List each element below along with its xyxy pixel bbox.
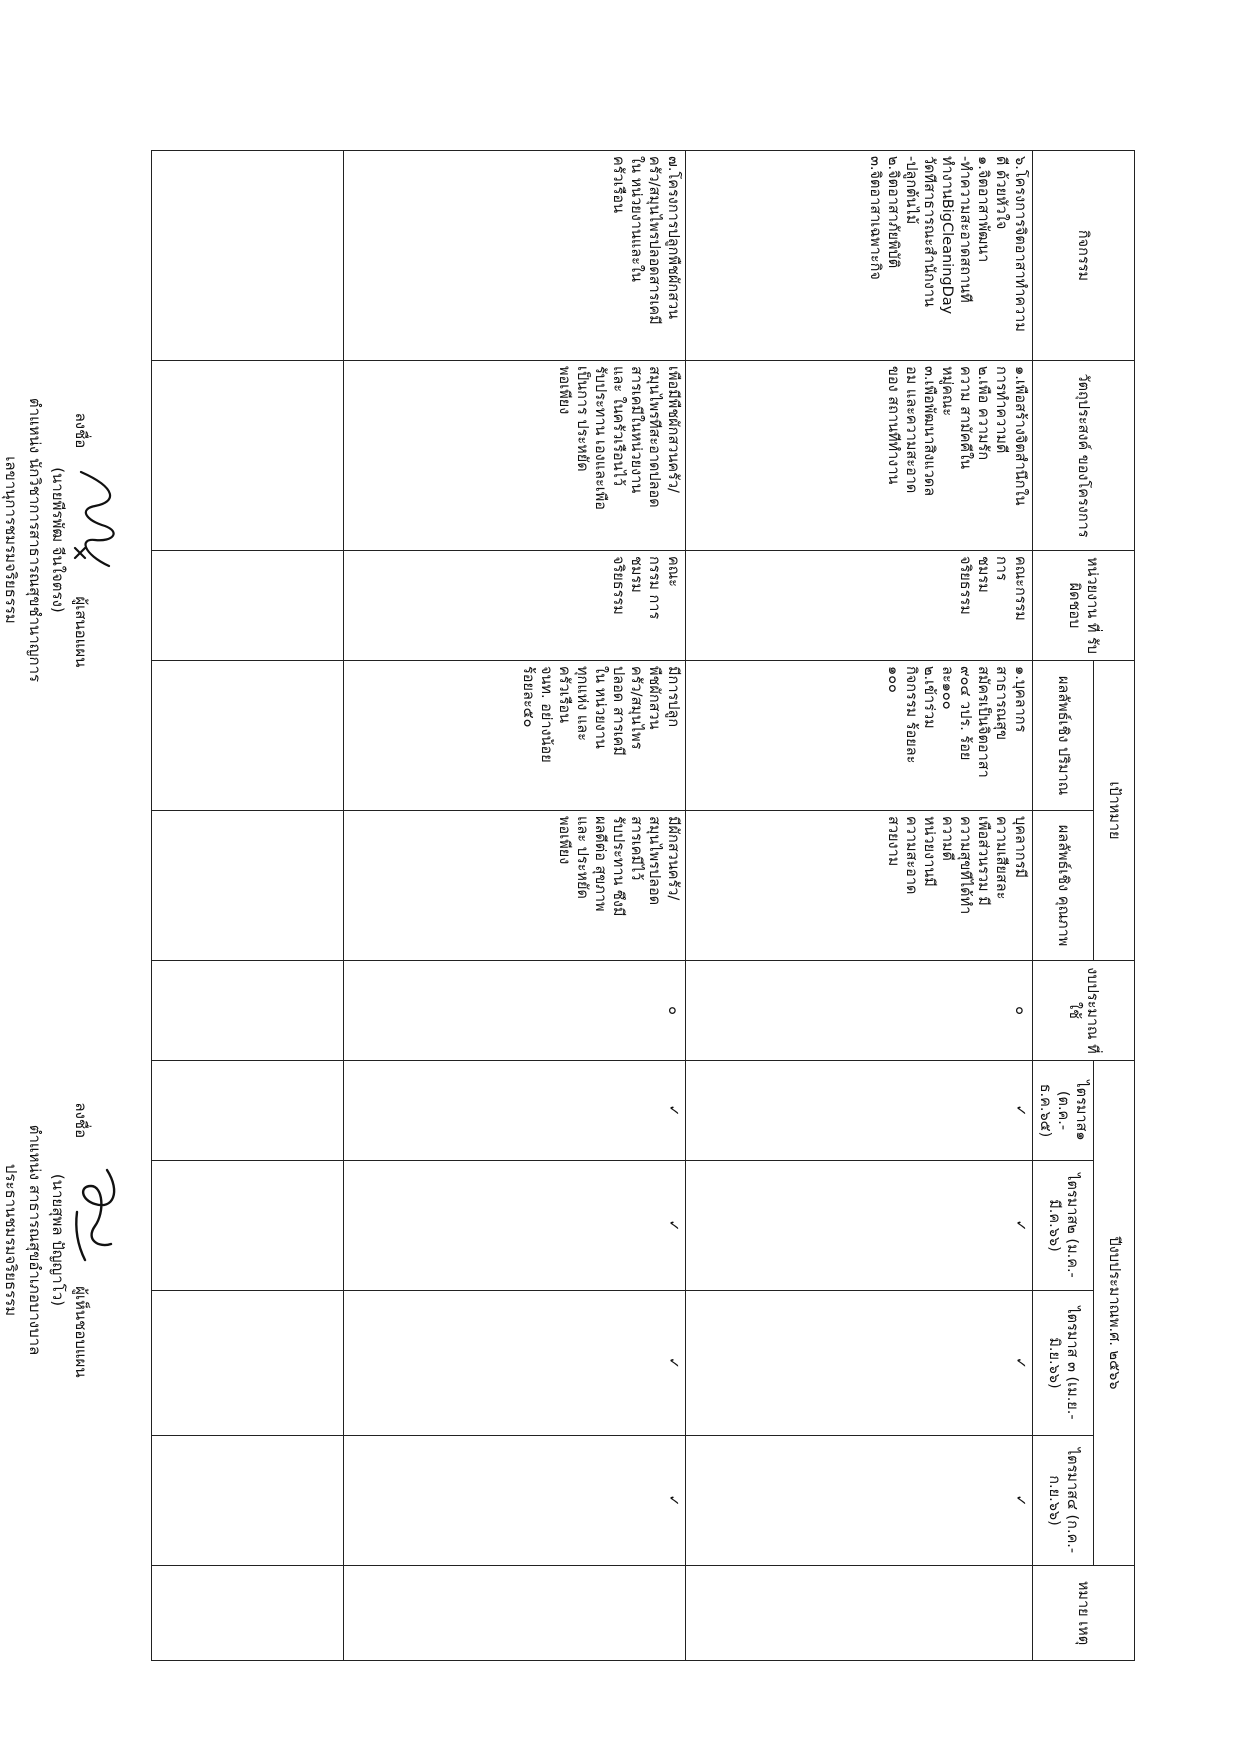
cell-line: สมุนไพรที่สะอาดปลอด	[646, 366, 663, 508]
preparer-signature-block	[0, 330, 125, 750]
cell-line: ความ สามัคคีใน	[957, 366, 974, 470]
remark-cell	[151, 1566, 343, 1661]
cell-line: และ ในครัวเรือนไว้	[610, 366, 627, 487]
preparer-handwritten-signature	[69, 462, 125, 582]
cell-line: และ ประหยัด	[574, 816, 590, 899]
cell-line: อม และความสะอาด	[902, 366, 919, 494]
approver-name: (นายสุพล ปัญญาโว)	[49, 1173, 67, 1307]
cell-line: ละ๑๐๐	[939, 666, 956, 710]
header-remark: หมาย เหตุ	[1032, 1566, 1134, 1661]
cell-line: ร้อยละ๕๐	[519, 666, 536, 728]
cell-line: ความสะอาด	[902, 816, 919, 895]
cell-line: บุคลากรมี	[1011, 816, 1028, 879]
budget-cell: ๐	[343, 961, 685, 1061]
cell-line: ครัว/สมุนไพรปลอดสารเคมี	[646, 156, 663, 325]
cell-line: กรรม การ	[646, 556, 663, 620]
preparer-position: ตำแหน่ง นักวิชาการสาธารณสุขชำนาญการ	[25, 397, 44, 683]
approver-position: ตำแหน่ง สาธารณสุขอำเภอบางบาล	[25, 1124, 44, 1356]
cell-line: ครัวเรือน	[555, 666, 572, 723]
cell-line: ใน หน่วยงานและใน	[628, 156, 645, 282]
approver-handwritten-signature	[69, 1152, 125, 1272]
approver-signature-block	[0, 1030, 125, 1450]
preparer-role: ผู้เสนอแผน	[72, 596, 91, 668]
cell-line: พอเพียง	[555, 366, 572, 415]
cell-line: ๑๐๐	[884, 666, 901, 693]
header-quarter-2: ไตรมาส๒ (ม.ค.-มี.ค.๖๖)	[1032, 1161, 1093, 1291]
budget-cell: ๐	[685, 961, 1032, 1061]
cell-line: ชมรม	[628, 556, 645, 593]
header-quarter-1: ไตรมาส๑ (ต.ค.-ธ.ค.๖๕)	[1032, 1061, 1093, 1161]
ethics-activity-plan-table	[151, 150, 1135, 1661]
cell-line: สารเคมีในหน่วยงาน	[628, 366, 645, 494]
quantity-cell	[343, 661, 685, 811]
quarter-4-check: ✓	[343, 1436, 685, 1566]
objective-cell	[151, 361, 343, 551]
cell-line: พอเพียง	[555, 816, 572, 865]
cell-line: ๑.จิตอาสาพัฒนา	[975, 156, 992, 263]
header-target-quality: ผลลัพธ์เชิง คุณภาพ	[1032, 811, 1093, 961]
quarter-1-check	[151, 1061, 343, 1161]
header-quarter-4: ไตรมาส๔ (ก.ค.-ก.ย.๖๖)	[1032, 1436, 1093, 1566]
cell-line: ๓.จิตอาสาเฉพาะกิจ	[866, 156, 883, 280]
cell-line: ทำงานBigCleaningDay	[939, 156, 956, 315]
header-fiscal-year: ปีงบประมาณพ.ศ. ๒๕๖๖	[1094, 1061, 1135, 1566]
cell-line: ความสุขที่ได้ทำ	[957, 816, 974, 915]
activity-cell	[343, 151, 685, 361]
cell-line: เป็นการ ประหยัด	[574, 366, 590, 472]
cell-line: ผลดีต่อ สุขภาพ	[592, 816, 609, 912]
cell-line: วัดที่สาธารณะสำนักงาน	[921, 156, 937, 307]
header-target: เป้าหมาย	[1094, 661, 1135, 961]
budget-cell	[151, 961, 343, 1061]
cell-line: ชมรม	[975, 556, 992, 593]
cell-line: ๖.โครงการจิตอาสาทำความ	[1011, 156, 1028, 332]
cell-line: เพื่อส่วนรวม มี	[975, 816, 992, 906]
remark-cell	[343, 1566, 685, 1661]
header-quarter-3: ไตรมาส ๓ (เม.ย.-มิ.ย.๖๖)	[1032, 1291, 1093, 1436]
quarter-4-check	[151, 1436, 343, 1566]
quarter-3-check: ✓	[343, 1291, 685, 1436]
table-row	[151, 151, 343, 1661]
remark-cell	[685, 1566, 1032, 1661]
quantity-cell	[685, 661, 1032, 811]
header-activity: กิจกรรม	[1032, 151, 1134, 361]
table-row	[343, 151, 685, 1661]
cell-line: ๑.บุคลากร	[1011, 666, 1028, 733]
cell-line: ใน หน่วยงาน	[592, 666, 609, 749]
quarter-2-check: ✓	[343, 1161, 685, 1291]
cell-line: -ปลูกต้นไม้	[902, 156, 919, 225]
cell-line: ๓.เพื่อพัฒนาสิ่งแวดล	[921, 366, 937, 497]
cell-line: การทำความดี	[993, 366, 1010, 454]
quality-cell	[685, 811, 1032, 961]
cell-line: พืชผักสวน	[646, 666, 663, 730]
cell-line: ทุกแห่ง และ	[574, 666, 590, 741]
cell-line: เพื่อมีพืชผักสวนครัว/	[664, 366, 681, 493]
cell-line: หน่วยงานมี	[921, 816, 937, 887]
header-budget: งบประมาณ ที่ใช้	[1032, 961, 1134, 1061]
cell-line: ความดี	[939, 816, 956, 861]
quarter-4-check: ✓	[685, 1436, 1032, 1566]
cell-line: มีการปลูก	[664, 666, 681, 728]
cell-line: สมัครเป็นจิตอาสา	[975, 666, 992, 778]
cell-line: กิจกรรม ร้อยละ	[902, 666, 919, 764]
cell-line: ดี ด้วยหัวใจ	[993, 156, 1010, 230]
quality-cell	[343, 811, 685, 961]
cell-line: รับประทาน เองและเพื่อ	[592, 366, 609, 510]
preparer-committee: เลขานุการชมรมจริยธรรม	[2, 456, 21, 624]
cell-line: ๒.จิตอาสาภัยพิบัติ	[884, 156, 901, 269]
rotated-page-content	[2, 150, 1135, 1660]
cell-line: ของ สถานที่ทำงาน	[884, 366, 901, 485]
quarter-3-check: ✓	[685, 1291, 1032, 1436]
cell-line: สมุนไพรปลอด	[646, 816, 663, 906]
cell-line: รับประทาน ซึ่งมี	[610, 816, 627, 917]
cell-line: ความเสียสละ	[993, 816, 1010, 900]
approver-committee: ประธานชมรมจริยธรรม	[2, 1163, 21, 1317]
cell-line: สวยงาม	[884, 816, 901, 867]
quarter-1-check: ✓	[343, 1061, 685, 1161]
cell-line: คณะกรรม	[1011, 556, 1028, 621]
cell-line: หมู่คณะ	[939, 366, 956, 417]
table-row	[685, 151, 1032, 1661]
cell-line: ๙๐๔ วปร. ร้อย	[957, 666, 974, 761]
cell-line: มีผักสวนครัว/	[664, 816, 681, 901]
quality-cell	[151, 811, 343, 961]
activity-cell	[151, 151, 343, 361]
cell-line: ๗.โครงการปลูกพืชผักสวน	[664, 156, 681, 320]
header-objective: วัตถุประสงค์ ของโครงการ	[1032, 361, 1134, 551]
cell-line: ครัว/สมุนไพร	[628, 666, 645, 750]
objective-cell	[343, 361, 685, 551]
objective-cell	[685, 361, 1032, 551]
cell-line: การ	[993, 556, 1010, 581]
cell-line: สาธารณสุข	[993, 666, 1010, 740]
unit-cell	[685, 551, 1032, 661]
quarter-3-check	[151, 1291, 343, 1436]
approver-sign-label: ลงชื่อ	[72, 1102, 91, 1139]
unit-cell	[343, 551, 685, 661]
cell-line: จริยธรรม	[610, 556, 627, 615]
cell-line: -ทำความสะอาดสถานที่	[957, 156, 974, 303]
header-responsible-unit: หน่วยงาน ที่ รับผิดชอบ	[1032, 551, 1134, 661]
preparer-sign-label: ลงชื่อ	[72, 412, 91, 449]
cell-line: ปลอด สารเคมี	[610, 666, 627, 756]
activity-cell	[685, 151, 1032, 361]
cell-line: ครัวเรือน	[610, 156, 627, 213]
approver-role: ผู้เห็นชอบแผน	[72, 1286, 91, 1378]
cell-line: ๒.เพื่อ ความรัก	[975, 366, 992, 461]
quantity-cell	[151, 661, 343, 811]
cell-line: ๒.เข้าร่วม	[921, 666, 937, 729]
cell-line: จนท. อย่างน้อย	[537, 666, 554, 763]
table-header-row	[1094, 151, 1135, 1661]
cell-line: จริยธรรม	[957, 556, 974, 615]
cell-line: คณะ	[664, 556, 681, 587]
quarter-2-check	[151, 1161, 343, 1291]
header-target-quantity: ผลลัพธ์เชิง ปริมาณ	[1032, 661, 1093, 811]
preparer-name: (นายพีรพัฒ จีนใจตรง)	[49, 467, 67, 613]
cell-line: ๑.เพื่อสร้างจิตสำนึกใน	[1011, 366, 1028, 506]
quarter-2-check: ✓	[685, 1161, 1032, 1291]
quarter-1-check: ✓	[685, 1061, 1032, 1161]
cell-line: สารเคมีไว้	[628, 816, 645, 881]
unit-cell	[151, 551, 343, 661]
